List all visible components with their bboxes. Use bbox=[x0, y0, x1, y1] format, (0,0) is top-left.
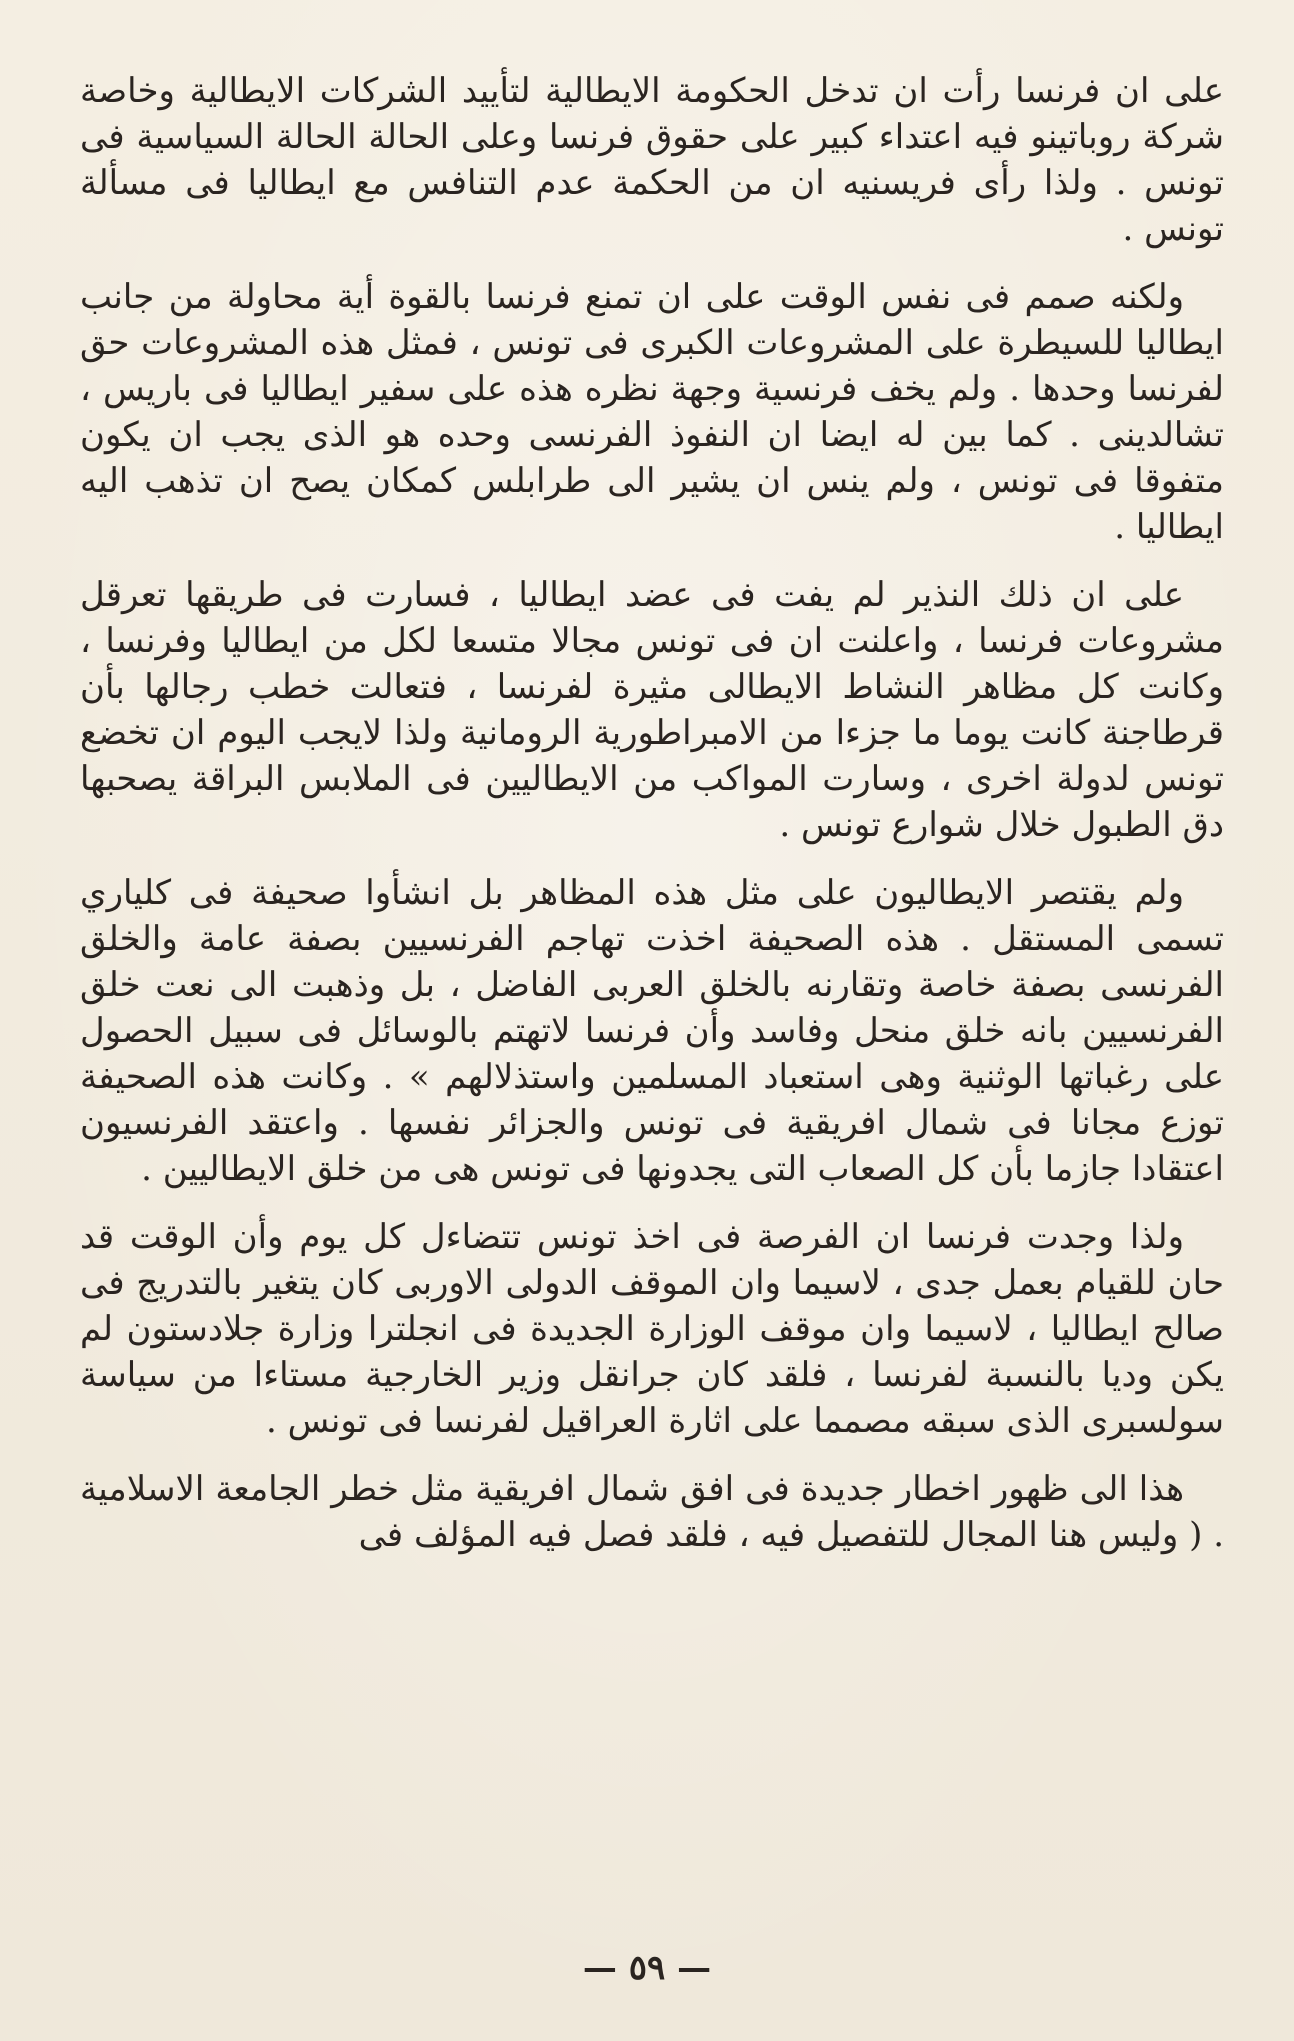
paragraph-1: على ان فرنسا رأت ان تدخل الحكومة الايطالية لتأييد الشركات الايطالية وخاصة شركة روباتينو فيه اعتداء كبير على حقوق فرنسا وعلى الحالة الحالة السياسية فى تونس . ولذا رأى فريسنيه ان من الحكمة عدم التنافس مع ايطاليا فى مسألة تونس . bbox=[80, 71, 1224, 249]
paragraph-3: على ان ذلك النذير لم يفت فى عضد ايطاليا ، فسارت فى طريقها تعرقل مشروعات فرنسا ، واعلنت ان فى تونس مجالا متسعا لكل من ايطاليا وفرنسا ، وكانت كل مظاهر النشاط الايطالى مثيرة لفرنسا ، فتعالت خطب رجالها بأن قرطاجنة كانت يوما ما جزءا من الامبراطورية الرومانية ولذا لايجب اليوم ان تخضع تونس لدولة اخرى ، وسارت المواكب من الايطاليين فى الملابس البراقة يصحبها دق الطبول خلال شوارع تونس . bbox=[80, 575, 1224, 845]
paragraph-6: هذا الى ظهور اخطار جديدة فى افق شمال افريقية مثل خطر الجامعة الاسلامية . ( وليس هنا المجال للتفصيل فيه ، فلقد فصل فيه المؤلف فى bbox=[80, 1469, 1224, 1555]
paragraph-5: ولذا وجدت فرنسا ان الفرصة فى اخذ تونس تتضاءل كل يوم وأن الوقت قد حان للقيام بعمل جدى ، لاسيما وان الموقف الدولى الاوربى كان يتغير بالتدريج فى صالح ايطاليا ، لاسيما وان موقف الوزارة الجديدة فى انجلترا وزارة جلادستون لم يكن وديا بالنسبة لفرنسا ، فلقد كان جرانقل وزير الخارجية مستاءا من سياسة سولسبرى الذى سبقه مصمما على اثارة العراقيل لفرنسا فى تونس . bbox=[80, 1217, 1224, 1441]
page-number: — ٥٩ — bbox=[582, 1948, 712, 1988]
paragraph-4: ولم يقتصر الايطاليون على مثل هذه المظاهر بل انشأوا صحيفة فى كلياري تسمى المستقل . هذه الصحيفة اخذت تهاجم الفرنسيين بصفة عامة والخلق الفرنسى بصفة خاصة وتقارنه بالخلق العربى الفاضل ، بل وذهبت الى نعت خلق الفرنسيين بانه خلق منحل وفاسد وأن فرنسا لاتهتم بالوسائل فى سبيل الحصول على رغباتها الوثنية وهى استعباد المسلمين واستذلالهم » . وكانت هذه الصحيفة توزع مجانا فى شمال افريقية فى تونس والجزائر نفسها . واعتقد الفرنسيون اعتقادا جازما بأن كل الصعاب التى يجدونها فى تونس هى من خلق الايطاليين . bbox=[80, 873, 1224, 1189]
page-body-text bbox=[80, 68, 1224, 1580]
paragraph-2: ولكنه صمم فى نفس الوقت على ان تمنع فرنسا بالقوة أية محاولة من جانب ايطاليا للسيطرة على المشروعات الكبرى فى تونس ، فمثل هذه المشروعات حق لفرنسا وحدها . ولم يخف فرنسية وجهة نظره هذه على سفير ايطاليا فى باريس ، تشالدينى . كما بين له ايضا ان النفوذ الفرنسى وحده هو الذى يجب ان يكون متفوقا فى تونس ، ولم ينس ان يشير الى طرابلس كمكان يصح ان تذهب اليه ايطاليا . bbox=[80, 277, 1224, 547]
